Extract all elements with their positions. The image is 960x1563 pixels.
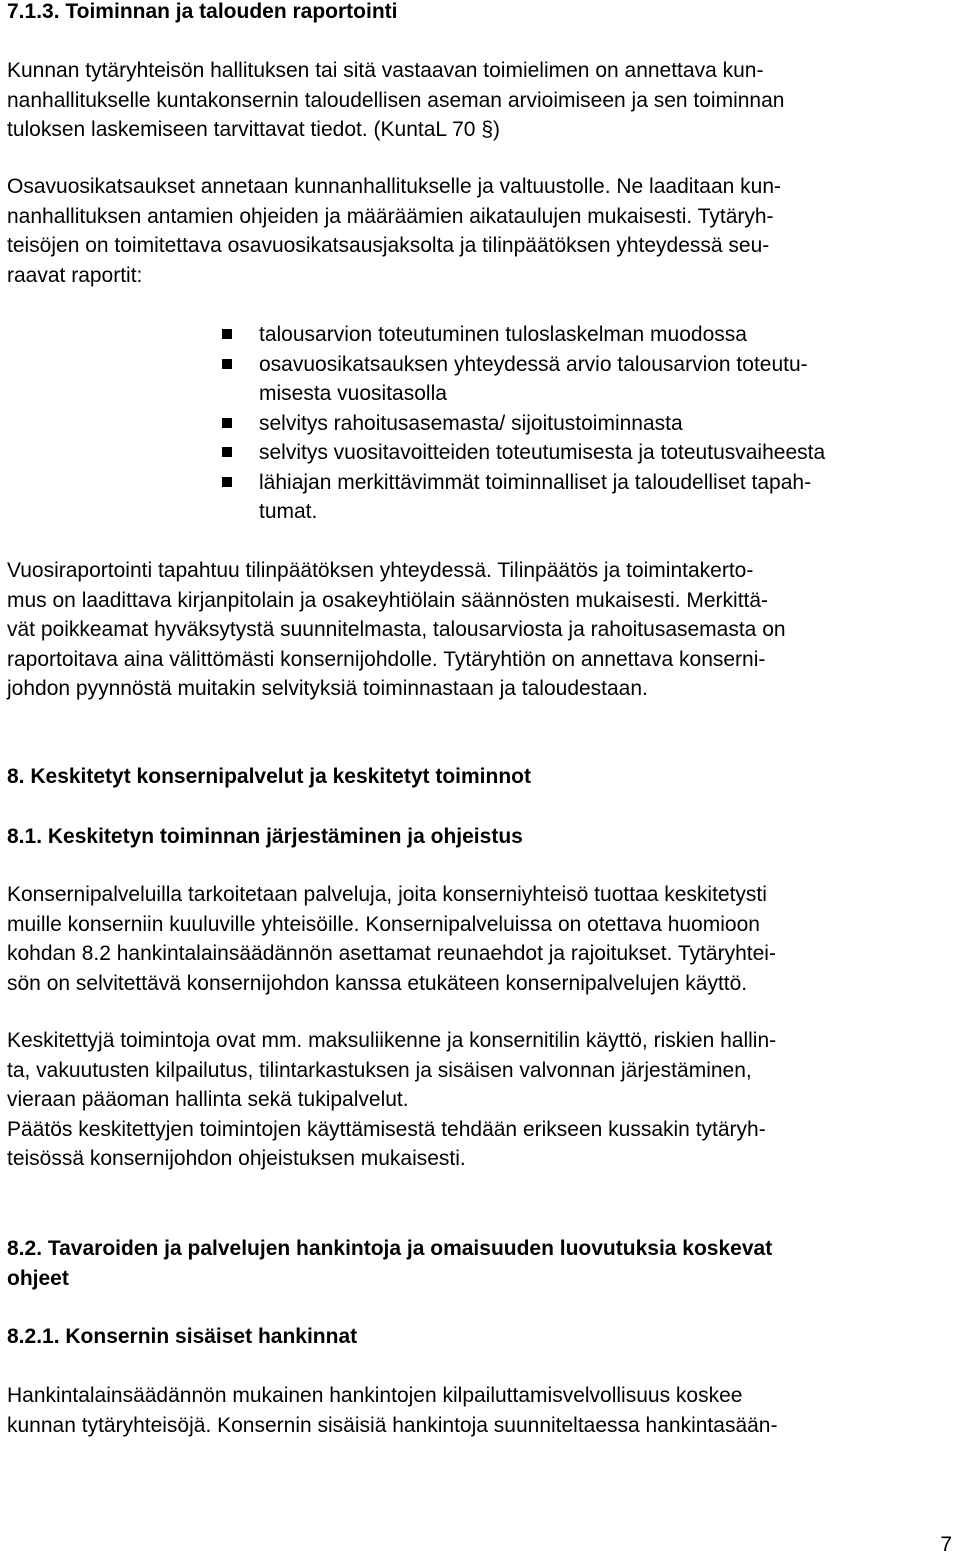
text-line: nanhallitukselle kuntakonsernin taloudellisen aseman arvioimiseen ja sen toiminnan — [7, 88, 785, 112]
heading-8: 8. Keskitetyt konsernipalvelut ja keskitetyt toiminnot — [7, 765, 531, 788]
text-line: kunnan tytäryhteisöjä. Konsernin sisäisiä hankintoja suunniteltaessa hankintasään- — [7, 1413, 778, 1437]
text-line: Vuosiraportointi tapahtuu tilinpäätöksen yhteydessä. Tilinpäätös ja toimintakerto- — [7, 559, 754, 582]
report-bullet-list — [222, 320, 960, 527]
text-line: misesta vuositasolla — [259, 382, 447, 405]
text-line: tumat. — [259, 500, 318, 523]
text-line: raavat raportit: — [7, 263, 143, 287]
paragraph-osavuosikatsaukset — [7, 172, 957, 290]
text-line: selvitys vuositavoitteiden toteutumisesta ja toteutusvaiheesta — [259, 441, 826, 464]
bullet-item — [222, 409, 960, 439]
text-line: tuloksen laskemiseen tarvittavat tiedot. (KuntaL 70 §) — [7, 118, 500, 141]
heading-8-2 — [7, 1234, 957, 1293]
square-bullet-icon — [222, 477, 232, 487]
text-line: kohdan 8.2 hankintalainsäädännön asettamat reunaehdot ja rajoitukset. Tytäryhtei- — [7, 942, 776, 965]
text-line: talousarvion toteutuminen tuloslaskelman muodossa — [259, 323, 747, 346]
text-line: Kunnan tytäryhteisön hallituksen tai sitä vastaavan toimielimen on annettava kun- — [7, 59, 764, 82]
bullet-item — [222, 468, 960, 527]
text-line: sön on selvitettävä konsernijohdon kanssa etukäteen konsernipalvelujen käyttö. — [7, 971, 748, 995]
heading-8-2-1: 8.2.1. Konsernin sisäiset hankinnat — [7, 1325, 358, 1348]
paragraph-keskitetyt-toiminnot — [7, 1026, 957, 1174]
text-line: nanhallituksen antamien ohjeiden ja määräämien aikataulujen mukaisesti. Tytäryh- — [7, 204, 774, 228]
square-bullet-icon — [222, 359, 232, 369]
square-bullet-icon — [222, 329, 232, 339]
paragraph-konsernipalvelut — [7, 880, 957, 998]
text-line: raportoitava aina välittömästi konsernijohdolle. Tytäryhtiön on annettava konserni- — [7, 647, 766, 671]
text-line: vieraan pääoman hallinta sekä tukipalvelut. — [7, 1088, 409, 1111]
text-line: lähiajan merkittävimmät toiminnalliset ja taloudelliset tapah- — [259, 470, 812, 494]
text-line: teisöjen on toimitettava osavuosikatsausjaksolta ja tilinpäätöksen yhteydessä seu- — [7, 234, 770, 257]
text-line: Konsernipalveluilla tarkoitetaan palveluja, joita konserniyhteisö tuottaa keskitetysti — [7, 883, 767, 906]
heading-8-1: 8.1. Keskitetyn toiminnan järjestäminen ja ohjeistus — [7, 825, 523, 848]
text-line: ohjeet — [7, 1266, 69, 1290]
text-line: mus on laadittava kirjanpitolain ja osakeyhtiölain säännösten mukaisesti. Merkittä- — [7, 588, 769, 612]
text-line: Päätös keskitettyjen toimintojen käyttämisestä tehdään erikseen kussakin tytäryh- — [7, 1117, 766, 1141]
text-line: teisössä konsernijohdon ohjeistuksen mukaisesti. — [7, 1147, 466, 1170]
text-line: vät poikkeamat hyväksytystä suunnitelmasta, talousarviosta ja rahoitusasemasta on — [7, 618, 786, 641]
text-line: Osavuosikatsaukset annetaan kunnanhallitukselle ja valtuustolle. Ne laaditaan kun- — [7, 175, 781, 198]
square-bullet-icon — [222, 418, 232, 428]
text-line: 8.2. Tavaroiden ja palvelujen hankintoja ja omaisuuden luovutuksia koskevat — [7, 1237, 773, 1260]
bullet-item — [222, 320, 960, 350]
paragraph-raportointi-intro — [7, 56, 957, 145]
heading-7-1-3: 7.1.3. Toiminnan ja talouden raportointi — [7, 0, 398, 23]
text-line: selvitys rahoitusasemasta/ sijoitustoiminnasta — [259, 411, 683, 435]
bullet-item — [222, 438, 960, 468]
page-number: 7 — [940, 1533, 952, 1556]
text-line: johdon pyynnöstä muitakin selvityksiä toiminnastaan ja taloudestaan. — [7, 677, 648, 700]
text-line: osavuosikatsauksen yhteydessä arvio talousarvion toteutu- — [259, 352, 808, 376]
square-bullet-icon — [222, 447, 232, 457]
bullet-item — [222, 350, 960, 409]
paragraph-sisaiset-hankinnat — [7, 1381, 957, 1440]
text-line: Keskitettyjä toimintoja ovat mm. maksuliikenne ja konsernitilin käyttö, riskien hallin- — [7, 1029, 777, 1052]
paragraph-vuosiraportointi — [7, 556, 957, 704]
text-line: ta, vakuutusten kilpailutus, tilintarkastuksen ja sisäisen valvonnan järjestäminen, — [7, 1058, 752, 1082]
text-line: Hankintalainsäädännön mukainen hankintojen kilpailuttamisvelvollisuus koskee — [7, 1384, 743, 1407]
text-line: muille konserniin kuuluville yhteisöille. Konsernipalveluissa on otettava huomioon — [7, 912, 760, 936]
